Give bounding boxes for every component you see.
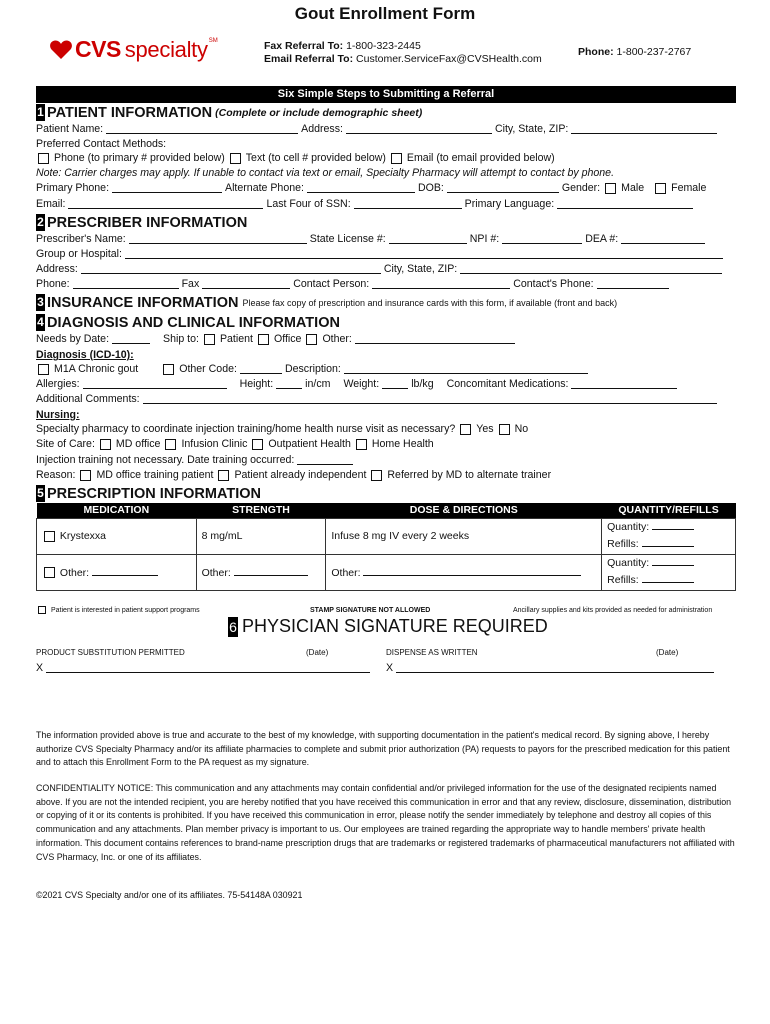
site-md-office-checkbox[interactable]: [100, 439, 111, 450]
stamp-notice: STAMP SIGNATURE NOT ALLOWED: [310, 607, 431, 614]
logo-cvs-text: CVS: [75, 36, 121, 62]
group-hospital-field[interactable]: [125, 249, 723, 259]
ssn-field[interactable]: [354, 199, 462, 209]
col-dose: DOSE & DIRECTIONS: [326, 503, 602, 518]
patient-name-field[interactable]: [106, 124, 298, 134]
diagnosis-section-heading: 4 DIAGNOSIS AND CLINICAL INFORMATION: [37, 314, 340, 331]
allergies-field[interactable]: [83, 379, 227, 389]
patient-city-field[interactable]: [571, 124, 717, 134]
ship-patient-checkbox[interactable]: [204, 334, 215, 345]
steps-banner: Six Simple Steps to Submitting a Referral: [36, 86, 736, 103]
substitution-label: PRODUCT SUBSTITUTION PERMITTED: [36, 648, 185, 657]
nursing-yes-checkbox[interactable]: [460, 424, 471, 435]
site-home-health-checkbox[interactable]: [356, 439, 367, 450]
cvs-specialty-logo: [50, 36, 218, 63]
npi-field[interactable]: [502, 234, 582, 244]
alternate-phone-field[interactable]: [307, 183, 415, 193]
language-field[interactable]: [557, 199, 693, 209]
diagnosis-code-row: M1A Chronic gout Other Code: Description:: [36, 363, 588, 375]
reason-independent-checkbox[interactable]: [218, 470, 229, 481]
ancillary-notice: Ancillary supplies and kits provided as needed for administration: [513, 607, 713, 614]
state-license-field[interactable]: [389, 234, 467, 244]
prescriber-name-field[interactable]: [129, 234, 307, 244]
support-programs-row: Patient is interested in patient support programs: [36, 606, 200, 614]
quantity-field-2[interactable]: [652, 556, 694, 566]
other-dose-field[interactable]: [363, 566, 581, 576]
table-row: [37, 554, 736, 590]
other-code-checkbox[interactable]: [163, 364, 174, 375]
prescriber-name-row: Prescriber's Name: State License #: NPI #: DEA #:: [36, 233, 705, 245]
patient-name-row: Patient Name: Address: City, State, ZIP:: [36, 123, 717, 135]
dose-cell: Other:: [326, 554, 602, 590]
insurance-section-heading: 3 INSURANCE INFORMATION Please fax copy of prescription and insurance cards with this form, if available (front and back): [37, 294, 618, 311]
patient-email-field[interactable]: [68, 199, 263, 209]
reason-referred-checkbox[interactable]: [371, 470, 382, 481]
concomitant-meds-field[interactable]: [571, 379, 677, 389]
diagnosis-label: Diagnosis (ICD-10):: [36, 349, 134, 361]
contact-text-checkbox[interactable]: [230, 153, 241, 164]
support-programs-checkbox[interactable]: [38, 606, 46, 614]
refills-field-2[interactable]: [642, 573, 694, 583]
patient-email-row: Email: Last Four of SSN: Primary Language:: [36, 198, 693, 210]
prescriber-fax-field[interactable]: [202, 279, 290, 289]
attestation-text: The information provided above is true and accurate to the best of my knowledge, with supporting documentation in the patient's medical record. By signing above, I hereby authorize CVS Specialty Pharmacy and/or its affiliate pharmacies to complete and submit prior authorization (PA) requests to payors for the prescribed medication for this patient and to attach this Enrollment Form to the PA request as my signature.: [36, 730, 730, 768]
prescriber-address-row: Address: City, State, ZIP:: [36, 263, 722, 275]
training-row: Injection training not necessary. Date training occurred:: [36, 454, 353, 466]
confidentiality-notice: CONFIDENTIALITY NOTICE: This communication and any attachments may contain confidential and/or privileged information for the use of the designated recipients named above. If you are not the intended recipient, you are hereby notified that you have received this communication in error and that any review, disclosure, dissemination, distribution or copying of it or its contents is prohibited. If you have received this communication in error, please notify the sender immediately by telephone and destroy all copies of this communication and any attachments. Plan member privacy is important to us. Our employees are trained regarding the appropriate way to handle members' private health information. This document contains references to brand-name prescription drugs that are trademarks or registered trademarks of pharmaceutical manufacturers not affiliated with CVS Pharmacy, Inc. or one of its affiliates.: [36, 783, 735, 862]
dea-field[interactable]: [621, 234, 705, 244]
copyright-text: ©2021 CVS Specialty and/or one of its affiliates. 75-54148A 030921: [36, 890, 303, 900]
other-code-field[interactable]: [240, 364, 282, 374]
col-medication: MEDICATION: [37, 503, 197, 518]
site-of-care-row: Site of Care: MD office Infusion Clinic Outpatient Health Home Health: [36, 438, 434, 450]
reason-row: Reason: MD office training patient Patient already independent Referred by MD to alternate trainer: [36, 469, 552, 481]
other-strength-field[interactable]: [234, 566, 308, 576]
email-referral: Email Referral To: Customer.ServiceFax@CVSHealth.com: [264, 53, 542, 65]
carrier-note: Note: Carrier charges may apply. If unable to contact via text or email, Specialty Pharmacy will attempt to contact by phone.: [36, 167, 615, 179]
weight-field[interactable]: [382, 379, 408, 389]
quantity-field[interactable]: [652, 520, 694, 530]
primary-phone-field[interactable]: [112, 183, 222, 193]
needs-by-row: Needs by Date: Ship to: Patient Office Other:: [36, 333, 515, 345]
prescription-table: [36, 503, 736, 591]
prescription-section-heading: 5 PRESCRIPTION INFORMATION: [37, 485, 262, 502]
medication-cell: Other:: [37, 554, 197, 590]
prescriber-group-row: Group or Hospital:: [36, 248, 723, 260]
description-field[interactable]: [344, 364, 588, 374]
col-quantity: QUANTITY/REFILLS: [602, 503, 736, 518]
phone-number: Phone: 1-800-237-2767: [578, 46, 692, 58]
comments-row: Additional Comments:: [36, 393, 717, 405]
page-title: Gout Enrollment Form: [294, 4, 476, 23]
patient-address-field[interactable]: [346, 124, 492, 134]
site-outpatient-checkbox[interactable]: [252, 439, 263, 450]
substitution-signature-line[interactable]: X: [36, 662, 370, 674]
logo-specialty-text: specialty: [124, 36, 208, 62]
contact-email-checkbox[interactable]: [391, 153, 402, 164]
dose-cell: Infuse 8 mg IV every 2 weeks: [326, 518, 602, 554]
strength-cell: 8 mg/mL: [196, 518, 326, 554]
gender-female-checkbox[interactable]: [655, 183, 666, 194]
other-medication-field[interactable]: [92, 566, 158, 576]
contact-person-field[interactable]: [372, 279, 510, 289]
prescriber-phone-field[interactable]: [73, 279, 179, 289]
dob-field[interactable]: [447, 183, 559, 193]
quantity-cell: Quantity: Refills:: [602, 554, 736, 590]
comments-field[interactable]: [143, 394, 717, 404]
date-label-2: (Date): [656, 648, 679, 657]
nursing-question-row: Specialty pharmacy to coordinate injection training/home health nurse visit as necessary? Yes No: [36, 423, 529, 435]
dispense-signature-line[interactable]: X: [386, 662, 714, 674]
ship-other-field[interactable]: [355, 334, 515, 344]
allergies-row: Allergies: Height: in/cm Weight: lb/kg Concomitant Medications:: [36, 378, 677, 390]
height-field[interactable]: [276, 379, 302, 389]
site-infusion-checkbox[interactable]: [165, 439, 176, 450]
date-label-1: (Date): [306, 648, 329, 657]
contact-phone-checkbox[interactable]: [38, 153, 49, 164]
signature-section-heading: 6 PHYSICIAN SIGNATURE REQUIRED: [229, 616, 548, 636]
preferred-contact-label: Preferred Contact Methods:: [36, 138, 167, 150]
training-date-field[interactable]: [297, 455, 353, 465]
logo-service-mark: SM: [208, 38, 218, 44]
ship-other-checkbox[interactable]: [306, 334, 317, 345]
strength-cell: Other:: [196, 554, 326, 590]
refills-field[interactable]: [642, 537, 694, 547]
prescriber-section-heading: 2 PRESCRIBER INFORMATION: [37, 214, 248, 231]
other-medication-checkbox[interactable]: [44, 567, 55, 578]
prescriber-address-field[interactable]: [81, 264, 381, 274]
gender-male-checkbox[interactable]: [605, 183, 616, 194]
nursing-label: Nursing:: [36, 409, 80, 421]
prescriber-city-field[interactable]: [460, 264, 722, 274]
medication-cell: Krystexxa: [37, 518, 197, 554]
heart-icon: [50, 40, 72, 59]
needs-by-field[interactable]: [112, 334, 150, 344]
nursing-no-checkbox[interactable]: [499, 424, 510, 435]
fax-referral: Fax Referral To: 1-800-323-2445: [264, 40, 421, 52]
ship-office-checkbox[interactable]: [258, 334, 269, 345]
krystexxa-checkbox[interactable]: [44, 531, 55, 542]
contact-phone-field[interactable]: [597, 279, 669, 289]
patient-phone-row: Primary Phone: Alternate Phone: DOB: Gender: Male Female: [36, 182, 707, 194]
m1a-checkbox[interactable]: [38, 364, 49, 375]
dispense-label: DISPENSE AS WRITTEN: [386, 648, 478, 657]
quantity-cell: Quantity: Refills:: [602, 518, 736, 554]
table-row: [37, 518, 736, 554]
reason-md-training-checkbox[interactable]: [80, 470, 91, 481]
patient-section-heading: 1 PATIENT INFORMATION (Complete or include demographic sheet): [37, 104, 423, 121]
contact-methods-row: Phone (to primary # provided below) Text (to cell # provided below) Email (to email provided below): [36, 152, 555, 164]
prescriber-phone-row: Phone: Fax Contact Person: Contact's Phone:: [36, 278, 669, 290]
col-strength: STRENGTH: [196, 503, 326, 518]
